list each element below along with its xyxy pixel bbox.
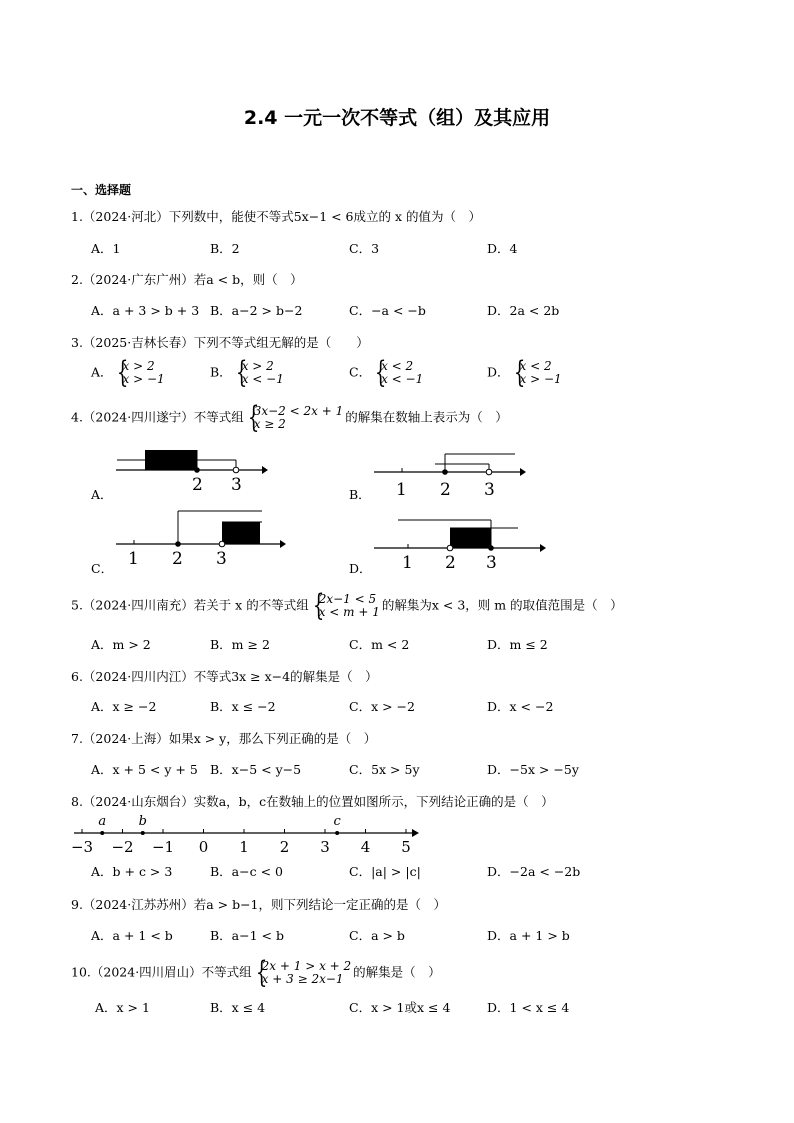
question-2-option-c: C．−a < −b [349, 303, 426, 318]
tick-label-3: 3 [216, 549, 227, 566]
tick-label-3: 3 [231, 475, 242, 495]
axis-tick-label: 4 [360, 838, 371, 856]
tick-label-1: 1 [402, 553, 413, 572]
question-3-option-c [349, 360, 425, 386]
question-9-option-b: B．a−1 < b [210, 928, 284, 943]
question-7-option-a: A．x + 5 < y + 5 [91, 762, 198, 777]
tick-label-1: 1 [396, 480, 407, 500]
question-6-stem: 6.（2024·四川内江）不等式3x ≥ x−4的解集是（ ） [71, 669, 378, 684]
question-3-option-b [210, 360, 286, 386]
question-2-option-d: D．2a < 2b [487, 303, 560, 318]
question-9-option-c: C．a > b [349, 928, 405, 943]
question-5-option-a: A．m > 2 [91, 637, 151, 652]
question-1-stem: 1.（2024·河北）下列数中，能使不等式5x−1 < 6成立的 x 的值为（ ） [71, 209, 482, 224]
option-label: B． [210, 364, 232, 380]
inequality-system: { x < 2 x > −1 [512, 360, 562, 386]
point-label-a: a [98, 814, 107, 829]
point-b [141, 831, 145, 835]
tick-label-2: 2 [172, 549, 183, 566]
number-line-figure-b [370, 450, 530, 500]
question-3-option-d [487, 360, 564, 386]
tick-label-3: 3 [486, 553, 497, 572]
question-7-option-c: C．5x > 5y [349, 762, 420, 777]
axis-tick-label: 1 [239, 838, 249, 856]
question-2-option-a: A．a + 3 > b + 3 [91, 303, 200, 318]
question-4-option-d: D． [349, 561, 372, 576]
question-10-option-d: D．1 < x ≤ 4 [487, 1000, 570, 1015]
number-line-figure-d [370, 512, 550, 572]
question-8-option-c: C．|a| > |c| [349, 864, 421, 879]
question-10-stem: 10.（2024·四川眉山）不等式组 { 2x + 1 > x + 2 x + 3 ≥ 2x−1 的解集是（ ） [71, 960, 441, 986]
question-4-option-a: A． [91, 487, 113, 502]
point-c [335, 831, 339, 835]
tick-label-2: 2 [440, 480, 451, 500]
question-7-option-d: D．−5x > −5y [487, 762, 579, 777]
inequality-system: { 2x−1 < 5 x < m + 1 [311, 593, 380, 619]
question-9-option-a: A．a + 1 < b [91, 928, 173, 943]
axis-tick-label: −3 [70, 838, 94, 856]
question-9-option-d: D．a + 1 > b [487, 928, 570, 943]
option-label: C． [349, 364, 372, 380]
section-heading: 一、选择题 [71, 183, 132, 197]
question-1-option-d: D．4 [487, 241, 518, 256]
inequality-system: { 2x + 1 > x + 2 x + 3 ≥ 2x−1 [254, 960, 352, 986]
number-line-figure-a [110, 440, 270, 495]
question-9-stem: 9.（2024·江苏苏州）若a > b−1，则下列结论一定正确的是（ ） [71, 897, 447, 912]
question-5-option-d: D．m ≤ 2 [487, 637, 548, 652]
question-7-option-b: B．x−5 < y−5 [210, 762, 302, 777]
question-8-option-a: A．b + c > 3 [91, 864, 173, 879]
inequality-system: { 3x−2 < 2x + 1 x ≥ 2 [246, 405, 344, 431]
number-line-figure-c [110, 506, 290, 566]
question-6-option-c: C．x > −2 [349, 699, 415, 714]
question-6-option-a: A．x ≥ −2 [91, 699, 157, 714]
tick-label-2: 2 [445, 553, 456, 572]
axis-tick-label: 0 [198, 838, 209, 856]
question-3-option-a [91, 360, 167, 386]
question-1-option-b: B．2 [210, 241, 240, 256]
question-7-stem: 7.（2024·上海）如果x > y，那么下列正确的是（ ） [71, 731, 377, 746]
question-1-option-a: A．1 [91, 241, 121, 256]
axis-tick-label: 3 [320, 838, 330, 856]
question-2-option-b: B．a−2 > b−2 [210, 303, 303, 318]
inequality-system: { x > 2 x < −1 [234, 360, 284, 386]
number-line-figure-q8 [70, 812, 430, 858]
page-title: 2.4 一元一次不等式（组）及其应用 [243, 107, 551, 129]
question-8-option-b: B．a−c < 0 [210, 864, 283, 879]
option-label: D． [487, 364, 510, 380]
option-label: A． [91, 364, 113, 380]
question-4-option-c: C． [91, 561, 114, 576]
tick-label-2: 2 [192, 475, 203, 495]
question-5-stem: 5.（2024·四川南充）若关于 x 的不等式组 { 2x−1 < 5 x < m + 1 的解集为x < 3，则 m 的取值范围是（ ） [71, 593, 623, 619]
question-10-option-b: B．x ≤ 4 [210, 1000, 266, 1015]
inequality-system: { x > 2 x > −1 [115, 360, 165, 386]
point-label-c: c [333, 814, 341, 829]
tick-label-3: 3 [484, 480, 495, 500]
point-a [100, 831, 104, 835]
question-8-stem: 8.（2024·山东烟台）实数a，b，c在数轴上的位置如图所示，下列结论正确的是（ ） [71, 794, 554, 809]
question-5-option-b: B．m ≥ 2 [210, 637, 270, 652]
tick-label-1: 1 [128, 549, 139, 566]
question-8-option-d: D．−2a < −2b [487, 864, 581, 879]
question-4-option-b: B． [349, 487, 371, 502]
axis-tick-label: −1 [151, 838, 175, 856]
question-2-stem: 2.（2024·广东广州）若a < b，则（ ） [71, 272, 303, 287]
inequality-system: { x < 2 x < −1 [373, 360, 423, 386]
question-1-option-c: C．3 [349, 241, 380, 256]
question-10-option-a: A．x > 1 [95, 1000, 150, 1015]
point-label-b: b [138, 814, 147, 829]
question-3-stem: 3.（2025·吉林长春）下列不等式组无解的是（ ） [71, 335, 369, 350]
axis-tick-label: −2 [111, 838, 134, 856]
question-6-option-d: D．x < −2 [487, 699, 554, 714]
axis-tick-label: 2 [279, 838, 290, 856]
axis-tick-label: 5 [401, 838, 411, 856]
question-6-option-b: B．x ≤ −2 [210, 699, 276, 714]
question-4-stem: 4.（2024·四川遂宁）不等式组 { 3x−2 < 2x + 1 x ≥ 2 的解集在数轴上表示为（ ） [71, 405, 508, 431]
question-10-option-c: C．x > 1或x ≤ 4 [349, 1000, 451, 1015]
question-5-option-c: C．m < 2 [349, 637, 410, 652]
